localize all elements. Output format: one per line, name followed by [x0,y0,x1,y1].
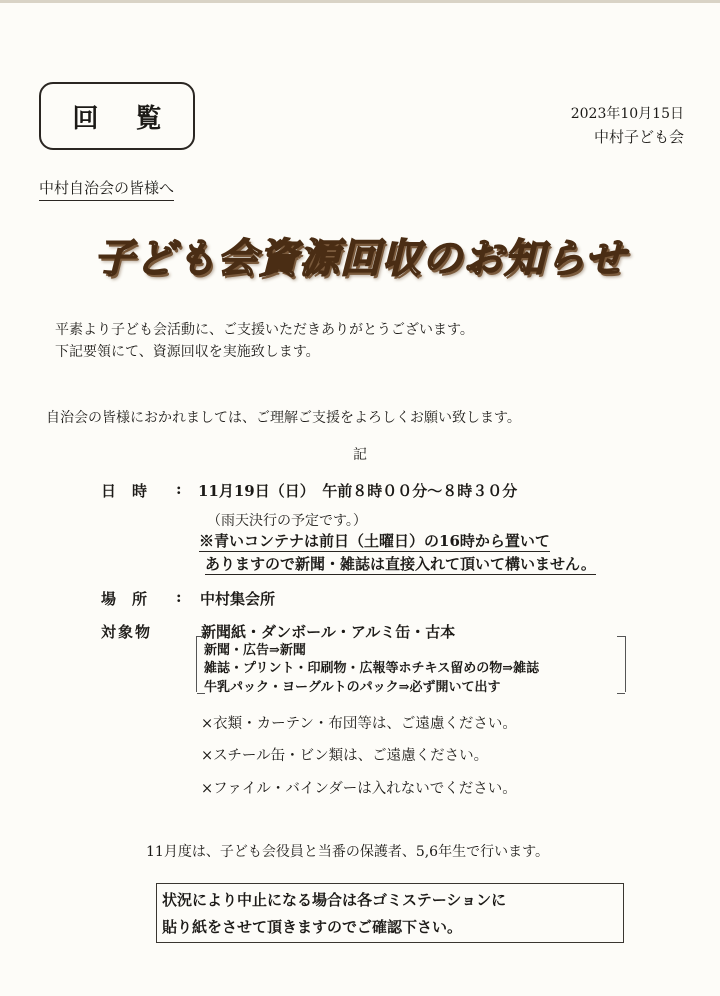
ki-marker: 記 [353,447,367,463]
target-value: 新聞紙・ダンボール・アルミ缶・古本 [201,623,456,641]
circulation-box [39,82,195,150]
page-edge [0,0,720,3]
place-colon: : [176,588,182,606]
date-label: 日時 [101,482,164,500]
intro-line-2: 下記要領にて、資源回収を実施致します。 [55,344,320,360]
addressee: 中村自治会の皆様へ [39,177,174,201]
not-accepted-cans: ×スチール缶・ビン類は、ご遠慮ください。 [201,748,489,764]
date-value: 11月19日（日） 午前８時００分～８時３０分 [198,482,518,500]
target-label: 対象物 [101,623,153,641]
place-label: 場所 [101,590,164,608]
issue-date: 2023年10月15日 [570,106,684,122]
crew-note: 11月度は、子ども会役員と当番の保護者、5,6年生で行います。 [146,844,549,860]
rain-note: （雨天決行の予定です。） [207,513,367,529]
container-note-text-1: ※青いコンテナは前日（土曜日）の16時から置いて [199,532,550,550]
container-note-text-2: ありますので新聞・雑誌は直接入れて頂いて構いません。 [205,555,596,573]
notice-line-1: 状況により中止になる場合は各ゴミステーションに [162,891,507,909]
place-value: 中村集会所 [200,590,276,608]
sub-item-magazine: 雑誌・プリント・印刷物・広報等ホチキス留めの物⇒雑誌 [204,661,540,676]
not-accepted-files: ×ファイル・バインダーは入れないでください。 [201,781,517,797]
sub-item-newspaper: 新聞・広告⇒新聞 [204,643,306,658]
intro-line-1: 平素より子ども会活動に、ご支援いただきありがとうございます。 [55,322,474,338]
intro-request: 自治会の皆様におかれましては、ご理解ご支援をよろしくお願い致します。 [46,410,521,426]
page-title: 子ども会資源回収のお知らせ [94,236,626,282]
sub-item-milk-carton: 牛乳パック・ヨーグルトのパック⇒必ず開いて出す [204,680,501,695]
circulation-label: 回 覧 [72,103,176,134]
container-note-line-2 [205,553,596,574]
container-note-line-1 [199,530,550,551]
not-accepted-clothing: ×衣類・カーテン・布団等は、ご遠慮ください。 [201,716,517,732]
notice-line-2: 貼り紙をさせて頂きますのでご確認下さい。 [162,918,463,936]
date-colon: : [176,480,182,498]
issuing-organization: 中村子ども会 [593,128,684,146]
